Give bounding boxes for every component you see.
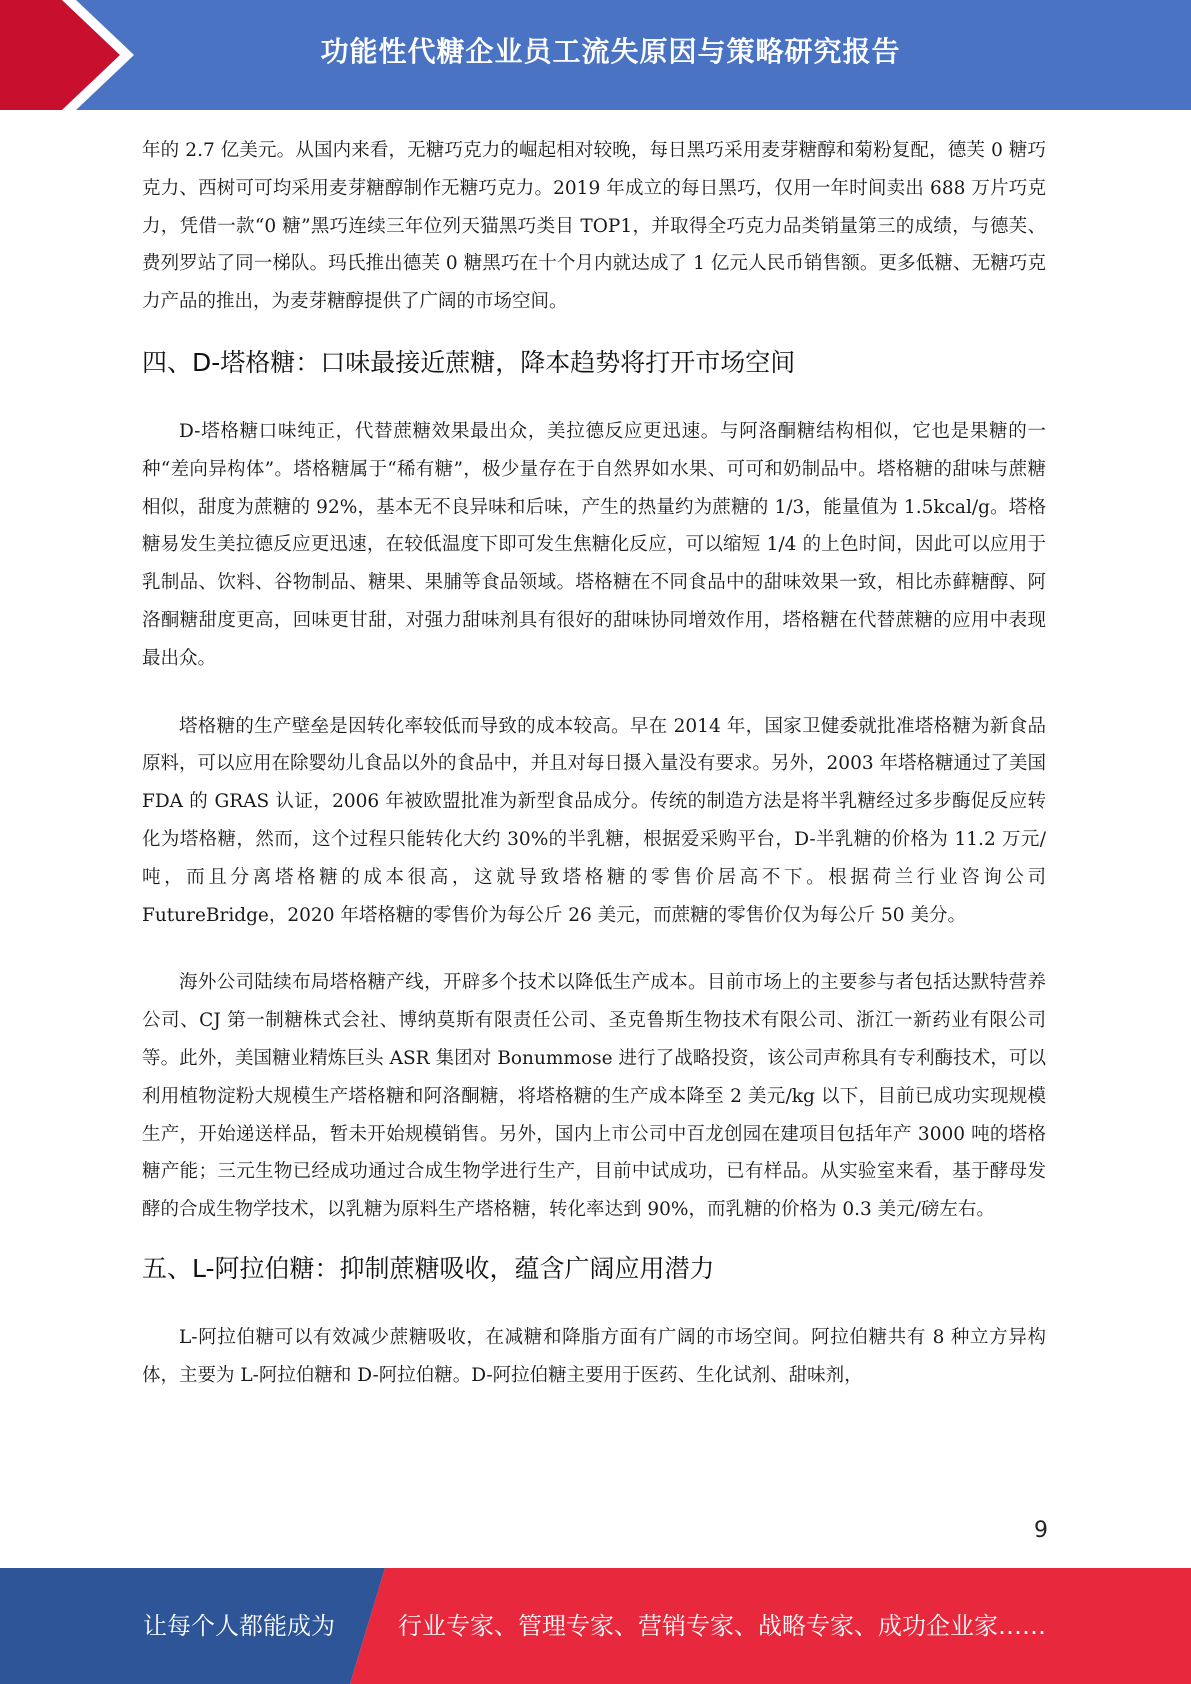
paragraph-tagatose-production: 海外公司陆续布局塔格糖产线，开辟多个技术以降低生产成本。目前市场上的主要参与者包括达默特营养公司、CJ 第一制糖株式会社、博纳莫斯有限责任公司、圣克鲁斯生物技术有限公司、浙江一新药业有限公司等。此外，美国糖业精炼巨头 ASR 集团对 Bonummose 进行了战略投资，该公司声称具有专利酶技术，可以利用植物淀粉大规模生产塔格糖和阿洛酮糖，将塔格糖的生产成本降至 2 美元/kg 以下，目前已成功实现规模生产，开始递送样品，暂未开始规模销售。另外，国内上市公司中百龙创园在建项目包括年产 3000 吨的塔格糖产能；三元生物已经成功通过合成生物学进行生产，目前中试成功，已有样品。从实验室来看，基于酵母发酵的合成生物学技术，以乳糖为原料生产塔格糖，转化率达到 90%，而乳糖的价格为 0.3 美元/磅左右。 (142, 972, 1046, 1221)
page-number: 9 (1034, 1518, 1048, 1543)
paragraph-arabinose: L-阿拉伯糖可以有效减少蔗糖吸收，在减糖和降脂方面有广阔的市场空间。阿拉伯糖共有 8 种立方异构体，主要为 L-阿拉伯糖和 D-阿拉伯糖。D-阿拉伯糖主要用于医药、生化试剂、甜味剂， (142, 1326, 1046, 1386)
footer-slogan-left: 让每个人都能成为 (143, 1612, 335, 1640)
header-band (0, 0, 1191, 110)
section-heading-tagatose: 四、D-塔格糖：口味最接近蔗糖，降本趋势将打开市场空间 (142, 347, 796, 377)
paragraph-tagatose-cost: 塔格糖的生产壁垒是因转化率较低而导致的成本较高。早在 2014 年，国家卫健委就批准塔格糖为新食品原料，可以应用在除婴幼儿食品以外的食品中，并且对每日摄入量没有要求。另外，2003 年塔格糖通过了美国 FDA 的 GRAS 认证，2006 年被欧盟批准为新型食品成分。传统的制造方法是将半乳糖经过多步酶促反应转化为塔格糖，然而，这个过程只能转化大约 30%的半乳糖，根据爱采购平台，D-半乳糖的价格为 11.2 万元/吨，而且分离塔格糖的成本很高，这就导致塔格糖的零售价居高不下。根据荷兰行业咨询公司 FutureBridge，2020 年塔格糖的零售价为每公斤 26 美元，而蔗糖的零售价仅为每公斤 50 美分。 (142, 715, 1046, 926)
footer-slogan-right: 行业专家、管理专家、营销专家、战略专家、成功企业家…… (398, 1612, 1046, 1640)
footer-band (0, 1568, 1191, 1684)
section-heading-arabinose: 五、L-阿拉伯糖：抑制蔗糖吸收，蕴含广阔应用潜力 (142, 1253, 715, 1283)
paragraph-maltitol-chocolate: 年的 2.7 亿美元。从国内来看，无糖巧克力的崛起相对较晚，每日黑巧采用麦芽糖醇和菊粉复配，德芙 0 糖巧克力、西树可可均采用麦芽糖醇制作无糖巧克力。2019 年成立的每日黑巧，仅用一年时间卖出 688 万片巧克力，凭借一款“0 糖”黑巧连续三年位列天猫黑巧类目 TOP1，并取得全巧克力品类销量第三的成绩，与德芙、费列罗站了同一梯队。玛氏推出德芙 0 糖黑巧在十个月内就达成了 1 亿元人民币销售额。更多低糖、无糖巧克力产品的推出，为麦芽糖醇提供了广阔的市场空间。 (142, 140, 1046, 313)
page-content (142, 132, 1046, 1395)
paragraph-tagatose-taste: D-塔格糖口味纯正，代替蔗糖效果最出众，美拉德反应更迅速。与阿洛酮糖结构相似，它也是果糖的一种“差向异构体”。塔格糖属于“稀有糖”，极少量存在于自然界如水果、可可和奶制品中。塔格糖的甜味与蔗糖相似，甜度为蔗糖的 92%，基本无不良异味和后味，产生的热量约为蔗糖的 1/3，能量值为 1.5kcal/g。塔格糖易发生美拉德反应更迅速，在较低温度下即可发生焦糖化反应，可以缩短 1/4 的上色时间，因此可以应用于乳制品、饮料、谷物制品、糖果、果脯等食品领域。塔格糖在不同食品中的甜味效果一致，相比赤藓糖醇、阿洛酮糖甜度更高，回味更甘甜，对强力甜味剂具有很好的甜味协同增效作用，塔格糖在代替蔗糖的应用中表现最出众。 (142, 420, 1046, 669)
document-title: 功能性代糖企业员工流失原因与策略研究报告 (320, 35, 901, 68)
